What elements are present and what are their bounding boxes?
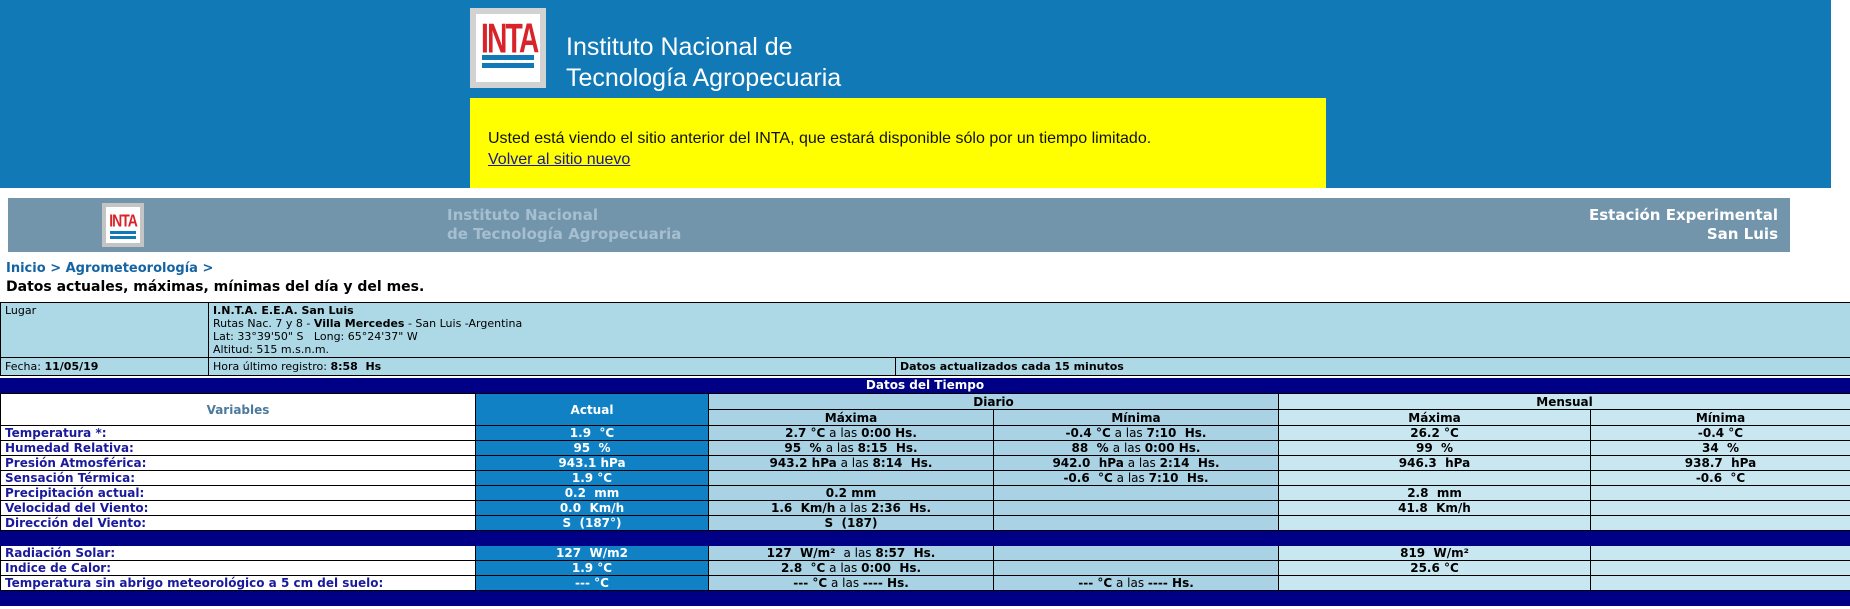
actual-value: 943.1 hPa [476,456,709,471]
mensual-maxima-value: 26.2 °C [1279,426,1591,441]
subheader-bar [8,198,1790,252]
diario-minima-value [994,486,1279,501]
logo-stripe [110,231,136,234]
mensual-maxima-value [1279,576,1591,591]
location-details [209,303,1850,358]
breadcrumb-separator: > [50,261,62,276]
variable-label: Presión Atmosférica: [1,456,476,471]
diario-minima-value: -0.6 °C a las 7:10 Hs. [994,471,1279,486]
logo-stripe [482,63,534,68]
weather-row [1,516,1850,531]
breadcrumb [6,261,1850,276]
inta-logo-large [470,8,546,88]
inta-logo-text: INTA [480,14,538,61]
section-title-bar: Datos del Tiempo [0,378,1850,393]
mensual-maxima-value: 99 % [1279,441,1591,456]
mensual-maxima-value: 946.3 hPa [1279,456,1591,471]
actual-value: 0.0 Km/h [476,501,709,516]
station-line1: Estación Experimental [1589,206,1778,224]
inta-logo-inner [476,14,540,82]
diario-maxima-value: 127 W/m² a las 8:57 Hs. [709,546,994,561]
variable-label: Dirección del Viento: [1,516,476,531]
mensual-minima-value: 938.7 hPa [1591,456,1850,471]
org-title-line1: Instituto Nacional de [566,33,793,61]
bottom-bar [1,591,1850,606]
diario-minima-value: 942.0 hPa a las 2:14 Hs. [994,456,1279,471]
diario-maxima-value: 95 % a las 8:15 Hs. [709,441,994,456]
logo-stripe [110,236,136,239]
legacy-site-notice [470,98,1326,188]
top-brand-band [0,0,1831,188]
subheader-org-line2: de Tecnología Agropecuaria [447,225,682,243]
fecha-cell: Fecha: 11/05/19 [1,358,209,376]
variable-label: Indice de Calor: [1,561,476,576]
col-header-actual: Actual [476,394,709,426]
col-header-diario-maxima: Máxima [709,410,994,426]
diario-maxima-value: 943.2 hPa a las 8:14 Hs. [709,456,994,471]
diario-maxima-value: 2.7 °C a las 0:00 Hs. [709,426,994,441]
diario-minima-value [994,546,1279,561]
breadcrumb-separator: > [202,261,214,276]
weather-row [1,576,1850,591]
weather-row [1,486,1850,501]
org-title [566,32,841,94]
mensual-minima-value: 34 % [1591,441,1850,456]
variable-label: Radiación Solar: [1,546,476,561]
actual-value: 1.9 °C [476,426,709,441]
diario-maxima-value [709,471,994,486]
col-header-diario-minima: Mínima [994,410,1279,426]
actual-value: 1.9 °C [476,471,709,486]
diario-maxima-value: 2.8 °C a las 0:00 Hs. [709,561,994,576]
diario-maxima-value: S (187) [709,516,994,531]
mensual-maxima-value: 41.8 Km/h [1279,501,1591,516]
page-title: Datos actuales, máximas, mínimas del día y del mes. [6,279,425,295]
col-header-variables: Variables [1,394,476,426]
location-coords: Lat: 33°39'50" S Long: 65°24'37" W [213,330,418,343]
diario-minima-value: 88 % a las 0:00 Hs. [994,441,1279,456]
weather-row [1,456,1850,471]
col-header-mensual-maxima: Máxima [1279,410,1591,426]
refresh-note: Datos actualizados cada 15 minutos [896,358,1850,376]
mensual-maxima-value [1279,471,1591,486]
mensual-minima-value [1591,561,1850,576]
variable-label: Velocidad del Viento: [1,501,476,516]
diario-minima-value [994,561,1279,576]
station-name [1589,206,1778,244]
mensual-maxima-value: 2.8 mm [1279,486,1591,501]
diario-maxima-value: --- °C a las ---- Hs. [709,576,994,591]
weather-row [1,471,1850,486]
station-line2: San Luis [1706,225,1778,243]
separator-bar [1,531,1850,546]
location-address: Rutas Nac. 7 y 8 - Villa Mercedes - San Luis -Argentina [213,317,523,330]
col-header-diario: Diario [709,394,1279,410]
mensual-minima-value [1591,486,1850,501]
mensual-minima-value [1591,501,1850,516]
location-altitude: Altitud: 515 m.s.n.m. [213,343,330,356]
diario-minima-value: -0.4 °C a las 7:10 Hs. [994,426,1279,441]
notice-message: Usted está viendo el sitio anterior del INTA, que estará disponible sólo por un tiempo limitado. [488,130,1152,147]
inta-logo-text: INTA [109,210,137,230]
diario-minima-value [994,501,1279,516]
diario-maxima-value: 0.2 mm [709,486,994,501]
actual-value: 0.2 mm [476,486,709,501]
location-name: I.N.T.A. E.E.A. San Luis [213,304,354,317]
mensual-minima-value: -0.6 °C [1591,471,1850,486]
actual-value: 127 W/m2 [476,546,709,561]
col-header-mensual-minima: Mínima [1591,410,1850,426]
mensual-maxima-value [1279,516,1591,531]
actual-value: 95 % [476,441,709,456]
mensual-minima-value [1591,546,1850,561]
mensual-maxima-value: 819 W/m² [1279,546,1591,561]
header-row-groups [1,394,1850,410]
variable-label: Temperatura sin abrigo meteorológico a 5 cm del suelo: [1,576,476,591]
variable-label: Sensación Térmica: [1,471,476,486]
weather-row [1,426,1850,441]
weather-row [1,441,1850,456]
actual-value: --- °C [476,576,709,591]
variable-label: Humedad Relativa: [1,441,476,456]
hora-registro-cell: Hora último registro: 8:58 Hs [209,358,896,376]
actual-value: S (187°) [476,516,709,531]
col-header-mensual: Mensual [1279,394,1850,410]
variable-label: Temperatura *: [1,426,476,441]
date-row [1,358,1850,376]
diario-minima-value [994,516,1279,531]
diario-maxima-value: 1.6 Km/h a las 2:36 Hs. [709,501,994,516]
variable-label: Precipitación actual: [1,486,476,501]
weather-row [1,546,1850,561]
diario-minima-value: --- °C a las ---- Hs. [994,576,1279,591]
location-table [0,302,1850,376]
mensual-maxima-value: 25.6 °C [1279,561,1591,576]
weather-row [1,561,1850,576]
breadcrumb-link-inicio[interactable]: Inicio [6,261,46,276]
volver-sitio-nuevo-link[interactable]: Volver al sitio nuevo [488,151,631,168]
subheader-org-line1: Instituto Nacional [447,206,599,224]
inta-logo-small[interactable] [102,203,144,247]
weather-row [1,501,1850,516]
org-title-line2: Tecnología Agropecuaria [566,64,842,92]
inta-logo-small-inner [106,207,140,243]
lugar-label: Lugar [1,303,209,358]
actual-value: 1.9 °C [476,561,709,576]
subheader-org-name [447,206,681,244]
breadcrumb-link-agrometeorologia[interactable]: Agrometeorología [65,261,198,276]
mensual-minima-value [1591,576,1850,591]
weather-table [0,393,1850,606]
location-row [1,303,1850,358]
mensual-minima-value [1591,516,1850,531]
divider [0,188,1850,198]
mensual-minima-value: -0.4 °C [1591,426,1850,441]
